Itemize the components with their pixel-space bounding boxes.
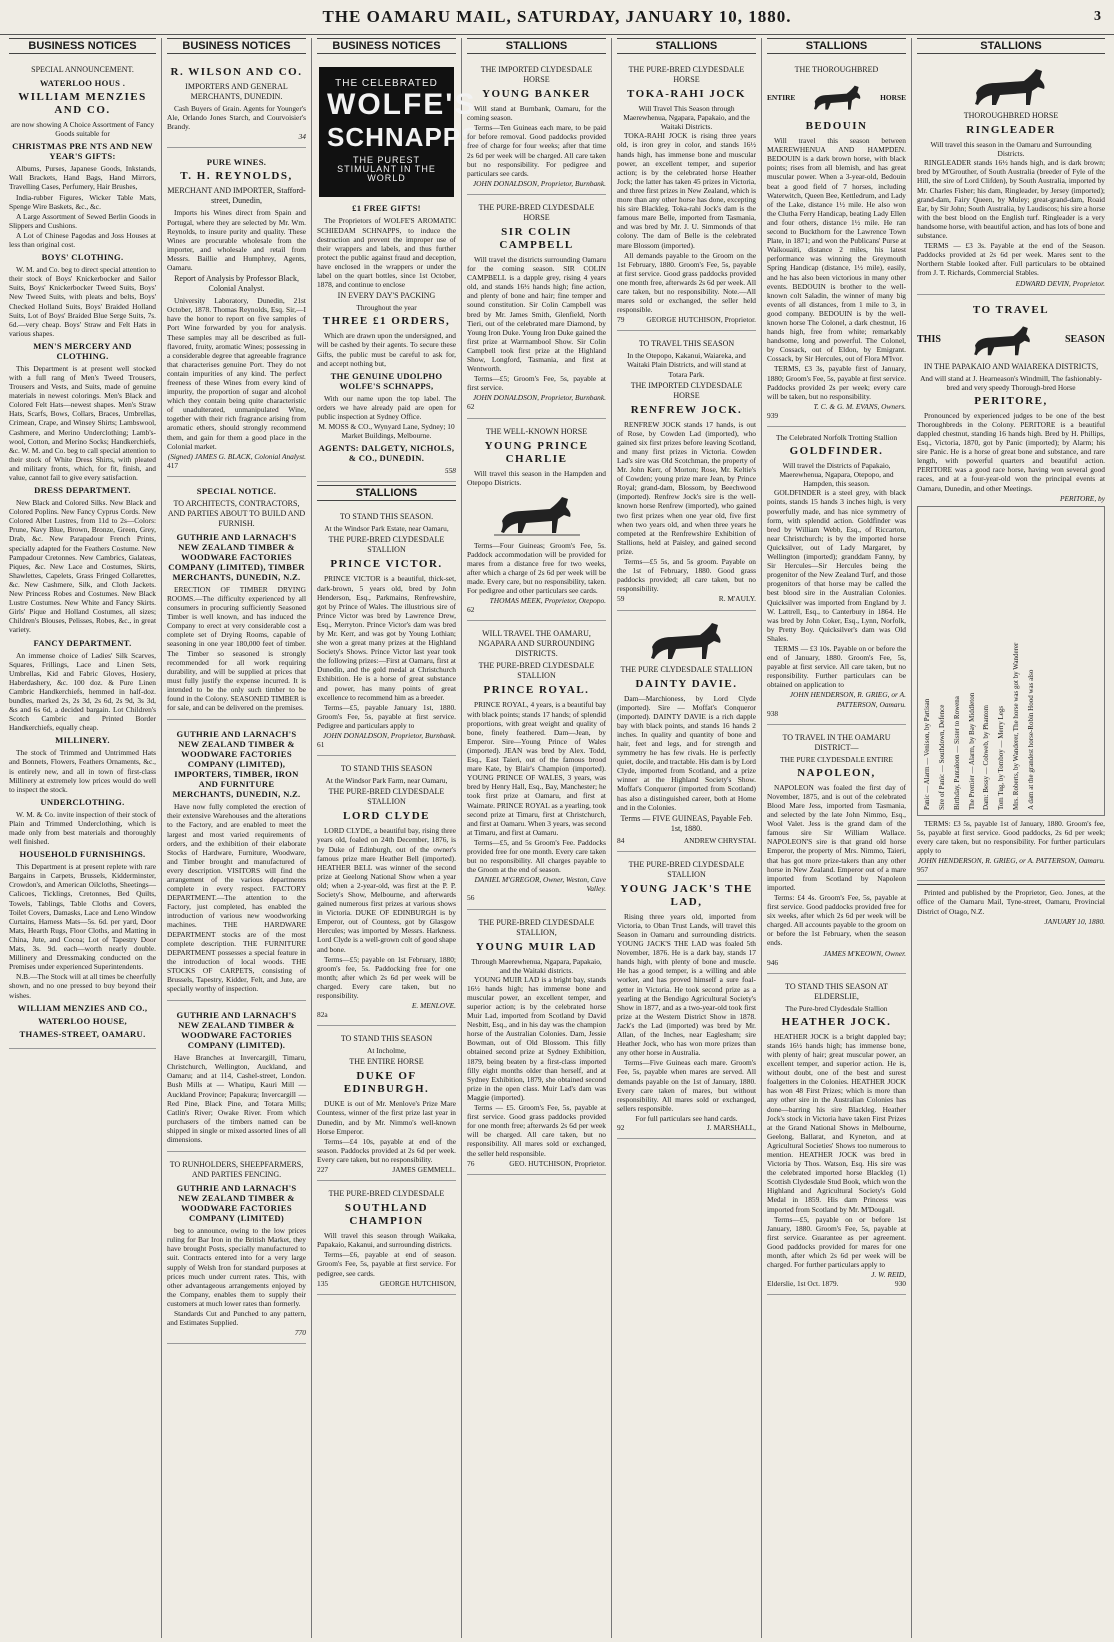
newspaper-columns — [4, 38, 1110, 1638]
pedigree-table: Panic — Alarm — Venison, by Partisan Sire of Panic — Southdown, Defence Birthday, Pantaloon — Sister to Rowena The Premier — Alarm, by Bay Middleton Dam: Bessy — Cobweb, by Phantom Tom Tug, by Tomboy — Merry Legs Mrs. Roberts, by Wanderer, The horse was got by Wanderer A dam at the grandest horse-Robin Hood was also — [917, 506, 1105, 816]
ad-number: 135 — [317, 1278, 329, 1288]
ad-number: 417 — [167, 460, 179, 470]
column-7 — [912, 38, 1110, 1638]
ad-number: 930 — [894, 1279, 906, 1289]
wilson-sub: IMPORTERS AND GENERAL MERCHANTS, DUNEDIN. — [185, 82, 288, 102]
wines-body: Imports his Wines direct from Spain and Portugal, where they are selected by Mr. Wm. Reynolds, to insure purity and quality. These Wines are procurable wholesale from the importer, and wholesale and retail from Messrs. Baillie and Humphrey, Agents, Oamaru. — [167, 208, 306, 273]
column-header: BUSINESS NOTICES — [167, 38, 306, 54]
ringleader-ad: THOROUGHBRED HORSE RINGLEADER Will travel this season in the Oamaru and Surrounding Districts. RINGLEADER stands 16½ hands high, and is dark brown; bred by M'Grouther, of South Australia (breeder of Fyle of the Hill, the sire of Lord Clifden), by South Australia, imported by Mr. Charles Fisher; his dam, Ringleader, by Jersey (imported); grand-dam, Fairy Queen, by Muley; great-grand-dam, Roaid Ear, by Sir John; South Australia, by Laudiscos; his sire a horse with the best blood on the English turf. Ringleader is a very handsome horse, with beautiful action, and has lots of bone and substance. TERMS — £3 3s. Payable at the end of the Season. Paddocks provided at 2s 6d per week. Mares sent to the Northern Stable looked after. Full particulars to be obtained from J. T. Richards, Commercial Stables. EDWARD DEVIN, Proprietor. — [917, 60, 1105, 295]
guthrie-firm: GUTHRIE AND LARNACH'S NEW ZEALAND TIMBER & WOODWARE FACTORIES COMPANY (LIMITED) — [176, 1183, 297, 1224]
boys-body: W. M. and Co. beg to direct special attention to their stock of Boys' Knickerbocker and Sailor Suits, Boys' Knickerbocker Tweed Suits, Boys' New Tweed Suits, with pleats and belts, Boys' Checked Holland Suits, Boys' Braided Holland Suits, Lot of Boys' Braided Blue Serge Suits, 7s. 6d.—very cheap. Boys' Straw and Felt Hats in various shapes. — [9, 265, 156, 338]
special-notice: SPECIAL NOTICE. — [196, 485, 277, 496]
every-day: IN EVERY DAY'S PACKING — [337, 291, 436, 301]
wines-sub: MERCHANT AND IMPORTER, Stafford-street, Dunedin, — [167, 186, 306, 206]
christmas-heading: CHRISTMAS PRE NTS AND NEW YEAR'S GIFTS: — [12, 141, 153, 162]
stallion-name: SOUTHLAND CHAMPION — [344, 1202, 429, 1228]
ad-number: 82a — [317, 1010, 328, 1020]
guthrie-ad-4 — [167, 1155, 306, 1344]
gift-list: Albums, Purses, Japanese Goods, Inkstands, Wall Brackets, Hand Bags, Hand Mirrors, Travelling Cases, Perfumery, Hair Brushes, — [9, 164, 156, 192]
guthrie-body: beg to announce, owing to the low prices ruling for Bar Iron in the British Market, they have brought Posts, specially manufactured to suit. Contracts entered into for a very large supply of Welsh Iron for standard purposes at prices much under current rates. This, with other advantageous arrangements enjoyed by the Company, enables them to supply their customers at much lower rates than formerly. — [167, 1226, 306, 1308]
guthrie-heading: TO RUNHOLDERS, SHEEPFARMERS, AND PARTIES FENCING. — [169, 1160, 304, 1180]
millinery-heading: MILLINERY. — [55, 735, 110, 746]
report-signed: (Signed) JAMES G. BLACK, Colonial Analyst. — [167, 451, 306, 461]
renfrew-ad: TO TRAVEL THIS SEASON In the Otepopo, Kakanui, Waiareka, and Waitaki Plain Districts, and will stand at Totara Park. THE IMPORTED CLYDESDALE HORSE RENFREW JOCK. RENFREW JOCK stands 17 hands, is out of Rose, by Cowden Lad (imported), who gained six first prizes before leaving Scotland, and many first prizes in Victoria. Cowden Lad's sire was Old Scotchman, the property of Mr. John Kerr, of Morton; Rose, Mr. Keltie's of Cowden; young prize mare Jean, by Prince Royal; grand-dam, Blossom, by Beechwood (imported). Renfrew Jock's sire is the well-known horse Renfrew (imported), who gained two first prizes when one year old, five first when two years old, and when three years he competed at the Renfrewshire Exhibition of Stallions, held at Paisley, and gained second prize. Terms—£5 5s, and 5s groom. Payable on the 1st of February, 1880. Good grass paddocks provided; all care taken, but no responsibility. 59 R. M'AULY. — [617, 334, 756, 610]
heather-ad: TO STAND THIS SEASON AT ELDERSLIE, The Pure-bred Clydesdale Stallion HEATHER JOCK. HEATHER JOCK is a bright dappled bay; stands 16½ hands high; has immense bone, with plenty of hair; great muscular power, an excellent temper, and superior action. He is, without doubt, one of the best and surest foalgetters in the Colonies. HEATHER JOCK has won 48 First Prizes; which is more than any other sire in the Australian Colonies has done—barring his sire Blackleg. Heather Jock's stock in Victoria have taken First Prizes at the Grand National Shows in Melbourne, Geelong, Ballarat, and Kyneton, and at Agricultural Societies' Shows too numerous to mention. HEATHER JOCK was bred in Victoria by Thos. Watson, Esq. His sire was the celebrated imported horse Blackleg (1) Scottish Clydesdale Stud Book, which won the Highland and Agricultural Society's Gold Medal in 1859. His dam Princess was imported from Scotland by Mr. M'Dougall. Terms—£5, payable on or before 1st January, 1880. Groom's Fee, 5s, payable at first service. Guarantee as per agreement. Good paddocks provided for mares for one month, after which 2s 6d per week will be charged. For further particulars apply to J. W. REID, Elderslie, 1st Oct. 1879. 930 — [767, 977, 906, 1296]
colin-ad: THE PURE-BRED CLYDESDALE HORSE SIR COLIN CAMPBELL Will travel the districts surrounding Oamaru for the coming season. SIR COLIN CAMPBELL is a dapple grey, rising 4 years old, and stands 16½ hands high; fine action, and plenty of bone and hair; fine temper and sound constitution. Sir Colin Campbell was bred by Mr. James Smith, Glenfield, North Tieri, out of the celebrated mare Diamond, by Young Iron Duke. Young Iron Duke gained the first prize at Warrnambool Show. Sir Colin Campbell took first prize at the Highland Show, Longford, Tasmania, and first at Wentworth. Terms—£5; Groom's Fee, 5s, payable at first service. JOHN DONALDSON, Proprietor, Burnbank. 62 — [467, 198, 606, 419]
ad-number: 558 — [444, 466, 456, 476]
boys-heading: BOYS' CLOTHING. — [41, 252, 124, 263]
stallion-name: PERITORE, — [974, 394, 1048, 407]
guthrie-firm: GUTHRIE AND LARNACH'S NEW ZEALAND TIMBER & WOODWARE FACTORIES COMPANY (LIMITED), TIMBER MERCHANTS, DUNEDIN, N.Z. — [168, 531, 305, 582]
imprint: Printed and published by the Proprietor, Geo. Jones, at the office of the Oamaru Mail, Tyne-street, Oamaru, Provincial District of Otago, N.Z. JANUARY 10, 1880. — [917, 884, 1105, 925]
horse-illustration-icon — [966, 65, 1056, 109]
stallion-name: YOUNG JACK'S THE LAD, — [620, 882, 753, 908]
column-header: STALLIONS — [617, 38, 756, 54]
ad-number: 62 — [467, 402, 475, 412]
wines-heading: PURE WINES. — [206, 157, 267, 168]
stallion-name: DUKE OF EDINBURGH. — [343, 1070, 430, 1096]
menzies-sign-3: THAMES-STREET, OAMARU. — [19, 1028, 146, 1039]
fancy-heading: FANCY DEPARTMENT. — [33, 637, 132, 648]
column-header: BUSINESS NOTICES — [317, 38, 456, 54]
stallion-name: TOKA-RAHI JOCK — [627, 88, 746, 101]
horse-illustration-icon — [963, 320, 1043, 360]
wilson-body: Cash Buyers of Grain. Agents for Younger's Ale, Orlando Jones Starch, and Courvoisier's Brandy. — [167, 104, 306, 132]
dainty-ad: THE PURE CLYDESDALE STALLION DAINTY DAVIE. Dam—Marchioness, by Lord Clyde (imported). Sire — Moffat's Conqueror (imported). DAINTY DAVIE is a rich dapple bay with black points, and stands 16 hands 2 inches. In quality and quantity of bone and hair, feet and legs, and for strength and symmetry he has few rivals. He is perfectly quiet, docile, and tractable. His dam is by Lord Clyde, imported from Scotland, and a prize winner at the Highland Society's Show. Moffat's Conqueror (imported from Scotland) has also a distinguished career, both at Home and in the Colonies. Terms — FIVE GUINEAS, Payable Feb. 1st, 1880. 84 ANDREW CHRYSTAL — [617, 614, 756, 852]
jack-ad: THE PURE-BRED CLYDESDALE STALLION YOUNG JACK'S THE LAD, Rising three years old, imported from Victoria, to Oban Trust Lands, will travel this Season in Oamaru and surrounding districts. YOUNG JACK'S THE LAD was foaled 5th November, 1876. He is a dark bay, stands 17 hands high, with plenty of bone and muscle. He has a good temper, is a willing and able worker, and has proved himself a sure foal-getter in Victoria. He took second prize as a yearling at the Bendigo Agricultural Society's Show in 1877, and as a two-year-old took first prize at the Western District Show in 1878. Jack's the Lad (imported) was bred by Mr. Allan, of the Inches, near Eaglesham; sire Heather Jock, who has won more prizes than any other horse in Australia. Terms—Five Guineas each mare. Groom's Fee, 5s, payable when mares are served. All demands payable on the 1st of January, 1880. Every care taken of mares, but without responsibility. All mares sold or exchanged, sellers responsible. For full particulars see hand cards. 92 J. MARSHALL, — [617, 855, 756, 1139]
menzies-firm: WILLIAM MENZIES AND CO. — [18, 91, 147, 117]
gift-list-2: India-rubber Figures, Wicker Table Mats, Spenge Wire Baskets, &c., &c. — [9, 192, 156, 211]
guthrie-ad-1 — [167, 480, 306, 720]
guthrie-tail: Standards Cut and Punched to any pattern, and Estimates Supplied. — [167, 1308, 306, 1328]
stallion-name: PRINCE VICTOR. — [330, 558, 443, 571]
column-4 — [462, 38, 612, 1638]
goldfinder-ad: The Celebrated Norfolk Trotting Stallion GOLDFINDER. Will travel the Districts of Papakaio, Maerewhenua, Ngapara, Otepopo, and Hampden, this season. GOLDFINDER is a steel grey, with black points, stands 15 hands 3 inches high, is very powerfully made, and has nice symmetry of form, with splendid action. Goldfinder was bred by William Webb, Esq., of Riccarton, near Christchurch; is by the imported horse Quicksilver, out of Lady Margaret, by Wellington (imported); granddam Fanny, by Sir Hercules—Sir Hercules being the progenitor of the New Zealand Turf, and those progenitors of that horse may be called the best blood sire in the Australian Colonies. Quicksilver was imported from England by J. W. Lattrell, Esq., to Canterbury in 1864. He was bred by John Coker, Esq., Lynn, Norfolk, by Pretty Boy. Quicksilver's dam was Old Shales. TERMS — £3 10s. Payable on or before the end of January, 1880. Groom's Fee, 5s, payable at first service. All care taken, but no responsibility. Further particulars can be obtained on application to JOHN HENDERSON, R. GRIEG, or A. PATTERSON, Oamaru. 938 — [767, 430, 906, 725]
wolfe-name-note: With our name upon the top label. The orders we have already paid are open for public inspection at Sydney Office. — [317, 393, 456, 421]
peritore-ad: TO TRAVEL THIS SEASON IN THE PAPAKAIO AND WAIAREKA DISTRICTS, And will stand at J. Hearneason's Windmill, The fashionably-bred and very speedy Thorough-bred Horse PERITORE, Pronounced by experienced judges to be one of the best Thoroughbreds in the Colony. PERITORE is a beautiful dappled chestnut, standing 16 hands high. Bred by H. Phillips, Esq., Victoria, 1870, got by Panic (imported); by Alarm; his sire Panic. He is a horse of great bone and substance, and rare length, with powerful quarters and beautiful action. PERITORE was a good race horse, having won several good races, and at a four-year-old won the principal events at Oamaru, Dunedin, and other Meetings. PERITORE, by Panic — Alarm — Venison, by Partisan Sire of Panic — Southdown, Defence Birthday, Pantaloon — Sister to Rowena The Premier — Alarm, by Bay Middleton Dam: Bessy — Cobweb, by Phantom Tom Tug, by Tomboy — Merry Legs Mrs. Roberts, by Wanderer, The horse was got by Wanderer A dam at the grandest horse-Robin Hood was also TERMS: £3 5s, payable 1st of January, 1880. Groom's fee, 5s, payable at first service. Good paddocks, 2s 6d per week; every care taken, but no responsibility. For further particulars apply to JOHN HENDERSON, R. GRIEG, or A. PATTERSON, Oamaru. 957 — [917, 298, 1105, 882]
horse-illustration-icon — [808, 77, 868, 117]
guthrie-firm: GUTHRIE AND LARNACH'S NEW ZEALAND TIMBER & WOODWARE FACTORIES COMPANY (LIMITED), IMPORTERS, TIMBER, IRON AND FURNITURE MERCHANTS, DUNEDIN, N.Z. — [172, 729, 301, 800]
guthrie-body: ERECTION OF TIMBER DRYING ROOMS.—The difficulty experienced by all consumers in procuring sufficiently Seasoned Timber is well known, and has induced the Company to erect at very considerable cost a complete set of Drying Rooms, capable of seasoning in one year 180,000 feet of timber. The Timber so seasoned is strongly recommended for all work requiring durability, and will be supplied at prices that must fully justify the expense incurred. It is intended to be the only such timber to be found in the Colony. SEASONED TIMBER is for sale, and can be delivered on the premises. — [167, 584, 306, 713]
column-header: STALLIONS — [467, 38, 606, 54]
household-body: This Department is at present replete with rare Bargains in Carpets, Brussels, Kidderminster, Crowdon's, and American Oilcloths, Sheetings—Calicoes, Ticklings, Cretonnes, Bed Quilts, Towels, Tablings, Table Cloths and Covers, Toilet Covers, Damasks, Lace and Leno Window Curtains, Harness Mats—5s. 6d. per yard, Door Mats, Hearth Rugs, Floor Cloths, and Matting in China, Jute, and Cocoa; Lot of Tapestry Door Mats, 3s. 9d. each—worth nearly double. Millinery and Dressmaking conducted on the Premises under experienced Superintendents. — [9, 862, 156, 972]
wolfe-genuine: THE GENUINE UDOLPHO WOLFE'S SCHNAPPS, — [330, 370, 443, 391]
schnapps-logo: THE CELEBRATED WOLFE'S SCHNAPPS THE PUREST STIMULANT IN THE WORLD — [319, 67, 454, 197]
millinery-body: The stock of Trimmed and Untrimmed Hats and Bonnets, Flowers, Feathers Ornaments, &c., is entirely new, and all in town of first-class Millinery at extremely low prices would do well to inspect the stock. — [9, 748, 156, 794]
wines-name: T. H. REYNOLDS, — [180, 170, 293, 183]
wilson-name: R. WILSON AND CO. — [170, 66, 303, 79]
ad-number: 227 — [317, 1165, 329, 1175]
household-heading: HOUSEHOLD FURNISHINGS. — [19, 849, 146, 860]
column-6 — [762, 38, 912, 1638]
toka-ad: THE PURE-BRED CLYDESDALE HORSE TOKA-RAHI JOCK Will Travel This Season through Maerewhenua, Ngapara, Papakaio, and the Waitaki Districts. TOKA-RAHI JOCK is rising three years old, is iron grey in color, and stands 16½ hands high, has immense bone and muscular power, an excellent temper, and superior action; is by the celebrated horse Heather Jock; the latter has taken 45 prizes in Victoria, and three first prizes in New Zealand, which is more than any other horse has done, excepting his sire Blackleg. Toka-rahi Jock's dam is the famous mare Belle, imported from Tasmania, and was bred by Mr. J. U. Simmonds of that colony. The dam of Belle is the celebrated mare Blossom (imported). All demands payable to the Groom on the 1st February, 1880. Groom's Fee, 5s, payable at first service. Good grass paddocks provided one month free, afterwards 2s 6d per week. All care taken, but no responsibility. Note.—All mares sold or exchanged, the seller held responsible. 79 GEORGE HUTCHISON, Proprietor. — [617, 60, 756, 331]
wolfe-agents: AGENTS: DALGETY, NICHOLS, & CO., DUNEDIN. — [318, 443, 455, 464]
bedouin-ad: THE THOROUGHBRED ENTIRE HORSE BEDOUIN Will travel this season between MAEREWHENUA AND HAMPDEN. BEDOUIN is a dark brown horse, with black points; rises from all blemish, and has great muscular power. When a 3-year-old, Bedouin beat a good field of 7 horses, including Waterwitch, Queen Bee, Kettledrum, and Lady of the Lake, distance 1½ mile. He also won the Clutha Ferry Handicap, beating Lady Ellen and four others, distance 1½ mile. He ran second to Buckthorn for the Lawrence Town Plate, in 1871; and won the Publicans' Purse at Waikouaiti, distance 2 miles, his latest performance was winning the Greymouth Spring Handicap (distance, 1½ mile), easily, and he has also been victorious in many other events. BEDOUIN is brother to the well-known colt Saladin, the winner of many big events of all distances, from 1 mile to 3, in good company. BEDOUIN is by the well-known horse The Colonel, a dark chestnut, 16 hands high, free from white; remarkably handsome, long and powerful. The Colonel, by Cossack, out of Eldon, by Emigrant. Cossack, by Sir Hercules, out of Flora M'Ivor. TERMS, £3 3s, payable first of January, 1880; Groom's Fee, 5s, payable at first service. Paddocks provided 2s per week; every care will be taken, but no responsibility. T. C. & G. M. EVANS, Owners. 939 — [767, 60, 906, 427]
stallion-name: NAPOLEON, — [797, 766, 876, 779]
ad-number: 79 — [617, 315, 625, 325]
ad-number: 957 — [917, 865, 929, 875]
ad-number: 62 — [467, 605, 475, 615]
lord-clyde-ad: TO STAND THIS SEASON At the Windsor Park Farm, near Oamaru, THE PURE-BRED CLYDESDALE STALLION LORD CLYDE LORD CLYDE, a beautiful bay, rising three years old, foaled on 24th December, 1876, is by Duke of Edinburgh, out of the owner's famous prize mare Heather Bell (imported). HEATHER BELL was winner of the second prize at Geelong National Show when a year old; when a 2-year-old, was first at the P. P. Society's Show, Melbourne, and afterwards gained numerous first prizes at various shows in Victoria. DUKE OF EDINBURGH is by Emperor, out of Countess, got by Glasgow Hercules; was imported by Messrs. Harkness. Lord Clyde is a well-grown colt of good shape and bone. Terms—£5; payable on 1st February, 1880; groom's fee, 5s. Paddocking free for one month; after which 2s 6d per week will be charged. Every care taken, but no responsibility. E. MENLOVE. 82a — [317, 759, 456, 1026]
stallion-name: YOUNG MUIR LAD — [475, 940, 598, 953]
menzies-ad — [9, 60, 156, 1049]
horse-illustration-icon — [492, 489, 582, 539]
guthrie-ad-2 — [167, 723, 306, 1001]
stallions-header: STALLIONS — [317, 485, 456, 501]
stallion-name: RENFREW JOCK. — [630, 403, 743, 416]
guthrie-ad-3 — [167, 1004, 306, 1152]
wines-ad — [167, 151, 306, 476]
masthead-title: THE OAMARU MAIL, SATURDAY, JANUARY 10, 1880. — [322, 7, 792, 26]
underclothing-heading: UNDERCLOTHING. — [40, 796, 125, 807]
ad-number: 939 — [767, 410, 779, 420]
guthrie-firm: GUTHRIE AND LARNACH'S NEW ZEALAND TIMBER & WOODWARE FACTORIES COMPANY (LIMITED). — [176, 1010, 297, 1051]
stallion-name: HEATHER JOCK. — [781, 1015, 892, 1028]
guthrie-body: Have Branches at Invercargill, Timaru, Christchurch, Wellington, Auckland, and Oamaru; and at 114, Cashel-street, London. Bush Mills at — Whatipu, Kauri Mill — Auckland Province; Papakura; Invercargill — Red Pine, Black Pine, and Totara Mills; Catlin's River; Owake River. From which purchasers of the timbers named can be shipped in single or mixed assorted lines of all dimensions. — [167, 1053, 306, 1145]
stallion-name: YOUNG BANKER — [482, 88, 591, 101]
southland-ad: THE PURE-BRED CLYDESDALE SOUTHLAND CHAMPION Will travel this season through Waikaka, Papakaio, Kakanui, and surrounding districts. Terms—£6, payable at end of season. Groom's Fee, 5s, payable at first service. For pedigree, see cards. 135 GEORGE HUTCHISON, — [317, 1184, 456, 1295]
page-number: 3 — [1094, 9, 1102, 24]
horse-illustration-icon — [642, 619, 732, 663]
wolfe-which: Which are drawn upon the undersigned, and will be cashed by their agents. To secure these Gifts, the public must be careful to ask for, and accept nothing but, — [317, 331, 456, 368]
stallion-name: SIR COLIN CAMPBELL — [499, 225, 574, 251]
column-5 — [612, 38, 762, 1638]
ad-number: 76 — [467, 1158, 475, 1168]
nb-note: N.B.—The Stock will at all times be cheerfully shown, and no one pressed to buy beyond their wishes. — [9, 972, 156, 1000]
ad-number: 34 — [298, 132, 306, 142]
mens-body: This Department is at present well stocked with a full rang of Men's Tweed Trousers, Trousers and Vests, and Suits, made of genuine materials in newest colorings. Men's Black and Colored Felt Hats—newest shapes. Men's Straw Hats, Scarfs, Bows, Collars, Braces, Umbrellas, Crimean, Crape, and Winsey Shirts; Lambswool, Cashmere, and Merino Underclothing; Lamb's-wool, Cotton, and Merino Socks; Handkerchiefs, &c. W. M. and Co. beg to call special attention to their stock of White Dress Shirts, with pleated and military fronts, which, for fit, finish, and value, cannot fail to give every satisfaction. — [9, 363, 156, 482]
duke-ad: TO STAND THIS SEASON At Incholme, THE ENTIRE HORSE DUKE OF EDINBURGH. DUKE is out of Mr. Menlove's Prize Mare Countess, winner of the first prize last year in Dunedin, and by Mr. Nimmo's well-known Horse Emperor. Terms—£4 10s, payable at end of the season. Paddocks provided at 2s 6d per week. Every care taken, but no responsibility. 227 JAMES GEMMELL. — [317, 1029, 456, 1181]
menzies-intro: are now showing A Choice Assortment of Fancy Goods suitable for — [10, 120, 155, 139]
guthrie-heading: TO ARCHITECTS, CONTRACTORS, AND PARTIES ABOUT TO BUILD AND FURNISH. — [167, 498, 306, 528]
guthrie-body: Have now fully completed the erection of their extensive Warehouses and the alterations to the Factory, and are enabled to meet the largest and most varied requirements of orders, and the exhibition of their elaborate Stocks of Hardware, Furniture, Woodware, and Timber brought and manufactured of every description. VISITORS will find the arrangement of the various departments complete in every respect. FACTORY DEPARTMENT.—The attention to the Factory, just completed, has enabled the introduction of various new woodworking machines. THE HARDWARE DEPARTMENT stocks are of the most complete description. THE FURNITURE DEPARTMENT possesses a special feature in the introduction of local woods. THE STOCKS OF CARPETS, consisting of Brussels, Tapestry, Kidder, Felt, and Jute, are specially worthy of inspection. — [167, 802, 306, 994]
wolfe-moss: M. MOSS & CO., Wynyard Lane, Sydney; 10 Market Buildings, Melbourne. — [318, 421, 455, 441]
column-header: STALLIONS — [917, 38, 1105, 54]
prince-royal-ad: WILL TRAVEL THE OAMARU, NGAPARA AND SURROUNDING DISTRICTS. THE PURE-BRED CLYDESDALE STALLION PRINCE ROYAL. PRINCE ROYAL, 4 years, is a beautiful bay with black points; stands 17 hands; of splendid proportions, with great weight and quality of bone, finely feathered. Dam—Jean, by Emperor. Sire—Young Prince of Wales (imported). JEAN was bred by Alex. Todd, Esq., East Taieri, out of the famous brood mare Kate, by Blair's Champion (imported). YOUNG PRINCE OF WALES, 3 years, was bred by Henry Hall, Esq., Bay, Manchester; he took first prize at Oamaru, and first at Waimate. PRINCE ROYAL as a yearling, took second prize at Timaru, first at Christchurch, and first at Oamaru. When 3 years, was second at Timaru, and first at Oamaru. Terms—£5, and 5s Groom's Fee. Paddocks provided free for one month. Every care taken but no responsibility. All charges payable to the Groom at the end of season. DANIEL M'GREGOR, Owner, Weston, Cave Valley. 56 — [467, 624, 606, 909]
ad-number: 59 — [617, 594, 625, 604]
stallion-name: YOUNG PRINCE CHARLIE — [484, 439, 589, 465]
column-2 — [162, 38, 312, 1638]
underclothing-body: W. M. & Co. invite inspection of their stock of Plain and Trimmed Underclothing, which is made only from best materials and thoroughly well finished. — [9, 809, 156, 847]
napoleon-ad: TO TRAVEL IN THE OAMARU DISTRICT— THE PURE CLYDESDALE ENTIRE NAPOLEON, NAPOLEON was foaled the first day of November, 1875, and is out of the celebrated Blood Mare Jess, imported from Tasmania, and selected by the late John Nimmo, Esq., Wool Valet. Jess is the grand dam of the famous sire Sir William Wallace. NAPOLEON'S sire is that grand old horse Emperor, the property of Mrs. Nimmo, Taieri, that has got more prize-takers than any other horse in New Zealand. Emperor out of a mare imported from Scotland by Napoleon imported. Terms: £4 4s. Groom's Fee, 5s, payable at first service. Good paddocks provided free for six weeks, after which 2s 6d per week will be charged. All accounts payable to the groom on or before the 1st February, when the season ends. JAMES M'KEOWN, Owner. 946 — [767, 728, 906, 974]
column-header: STALLIONS — [767, 38, 906, 54]
ad-number: 946 — [767, 957, 779, 967]
prince-victor-ad: TO STAND THIS SEASON. At the Windsor Park Estate, near Oamaru, THE PURE-BRED CLYDESDALE STALLION PRINCE VICTOR. PRINCE VICTOR is a beautiful, thick-set, dark-brown, 5 years old, bred by John Henderson, Esq., Parkmains, Renfrewshire, got by Prince of Wales. The illustrious sire of Prince Victor was bred by Lawrence Drew, Esq., Merryton. Prince Victor's dam was bred by Mr. Kerr, and was got by Young Lothian; she won a great many prizes at the Highland Society's Shows. Prince Victor last year took the following prizes:—First at Oamaru, first at Dunedin, and the gold medal at Christchurch Exhibition. He is a horse of great substance and power, has many points of great excellence to recommend him as a breeder. Terms—£5, payable January 1st, 1880. Groom's Fee, 5s, payable at first service. Pedigree and particulars apply to JOHN DONALDSON, Proprietor, Burnbank. 61 — [317, 507, 456, 756]
stallion-name: LORD CLYDE — [342, 810, 431, 823]
berlin-goods: A Large Assortment of Sewed Berlin Goods in Slippers and Cushions. — [9, 211, 156, 230]
ad-number: 92 — [617, 1122, 625, 1132]
wolfe-body: The Proprietors of WOLFE'S AROMATIC SCHIEDAM SCHNAPPS, to induce the destruction and prevent the improper use of their wrappers and labels, and thus further protect the public against fraud and deception, have enclosed in the wrappers or under the label on the quart bottles, since 1st October, 1878, and continue to enclose — [317, 216, 456, 290]
waterloo-heading: WATERLOO HOUS . — [39, 78, 126, 89]
stallion-name: RINGLEADER — [966, 124, 1056, 137]
muir-ad: THE PURE-BRED CLYDESDALE STALLION, YOUNG MUIR LAD Through Maerewhenua, Ngapara, Papakaio, and the Waitaki districts. YOUNG MUIR LAD is a bright bay, stands 16½ hands high; has immense bone and muscular power, an excellent temper, and superior action; is by the celebrated horse Muir Lad, imported from Scotland by David Nesbitt, Esq., and in his day was the champion horse of the Australian Colonies. Dam, Jessie Bowman, out of Old Blossom. This filly obtained second prize at Sydney Exhibition, 1879, being beaten by a first-class imported filly eight months older than herself, and at Sydney Exhibition, 1879, she obtained second prize in the open class. Muir Lad's dam was Maggie (imported). Terms — £5. Groom's Fee, 5s, payable at first service. Good grass paddocks provided for one month free; afterwards 2s 6d per week will be charged. All care taken, but no responsibility. All mares sold or exchanged, the seller held responsible. 76 GEO. HUTCHISON, Proprietor. — [467, 913, 606, 1175]
dress-body: New Black and Colored Silks. New Black and Colored Poplins. New Fancy Cyprus Cords. New Colored Albet Lustres, from 11d to 2s—Colors: Prune, Navy Blue, Brown, Bronze, Green, Grey, Drab, &c. New Parapadour French Prints, specially adapted for the Feathers Costume. New Pampadour Cretonnes. New Cambrics, Galateas, Piques, &c. New Lace and Costumes, Skirts, Shawlettes, Capelets, Grass Fringed Collarettes, &c. New Cashmere, Silk, and Cloth Jackets. New Princess Robes and Costumes. New Black Lustre Costumes. New White and Fancy Skirts. Girls' Pique and Holland Costumes, all sizes; Children's Blouses, Pelisses, Robes, &c., in great variety. — [9, 498, 156, 635]
column-header: BUSINESS NOTICES — [9, 38, 156, 54]
menzies-sign-2: WATERLOO HOUSE, — [38, 1015, 127, 1026]
report-body: University Laboratory, Dunedin, 21st October, 1878. Thomas Reynolds, Esq. Sir,—I have the honor to report on five samples of Port Wine forwarded by you for analysis. These samples may all be described as full-flavored, fruity, aromatic Wines; possessing in a considerable degree that agreeable fragrance that characterises genuine Port. They do not contain impurities of any kind. The perfect freeness of these Wines from every kind of impurity, the proportion of sugar and alcohol which they contain being quite characteristic of unadulterated, unmanipulated Wine, together with their rich fragrance arising from aromatic ethers, should strongly recommend them, and gain for them a good place in the Colonial market. — [167, 296, 306, 451]
report-heading: Report of Analysis by Professor Black, Colonial Analyst. — [174, 274, 299, 294]
stallion-name: PRINCE ROYAL. — [483, 684, 590, 697]
ad-number: 770 — [294, 1328, 306, 1338]
ad-number: 61 — [317, 740, 325, 750]
ad-number: 56 — [467, 893, 475, 903]
ad-number: 84 — [617, 835, 625, 845]
special-announcement: SPECIAL ANNOUNCEMENT. — [31, 65, 134, 75]
orders: THREE £1 ORDERS, — [322, 315, 451, 328]
free-gifts: £1 FREE GIFTS! — [352, 203, 421, 214]
masthead — [0, 0, 1114, 35]
fancy-body: An immense choice of Ladies' Silk Scarves, Squares, Frillings, Lace and Linen Sets, Umbrellas, Kid and Fabric Gloves, Hosiery, Haberdashery, &c. 100 doz. & Pure Linen Cambric Handkerchiefs, hemmed in half-doz. bundles, marked 2s, 2s 3d, 2s 6d, 2s 9d, 3s 3d, &s and 6s 6d, a decided bargain. Lot Children's Scotch Cambric and Printed Border Handkerchiefs, equally cheap. — [9, 650, 156, 733]
stallion-name: GOLDFINDER. — [789, 445, 884, 458]
stallion-name: BEDOUIN — [805, 120, 868, 133]
column-1 — [4, 38, 162, 1638]
pagodas: A Lot of Chinese Pagodas and Joss Houses at less than original cost. — [9, 230, 156, 250]
dress-heading: DRESS DEPARTMENT. — [34, 485, 131, 496]
menzies-sign-1: WILLIAM MENZIES AND CO., — [17, 1002, 148, 1013]
ad-number: 938 — [767, 708, 779, 718]
banker-ad: THE IMPORTED CLYDESDALE HORSE YOUNG BANKER Will stand at Burnbank, Oamaru, for the coming season. Terms—Ten Guineas each mare, to be paid for before removal. Good paddocks provided free of charge for four weeks; after that time 2s 6d per week will be charged. All care taken but no responsibility. For pedigree and particulars see cards. JOHN DONALDSON, Proprietor, Burnbank. — [467, 60, 606, 195]
charlie-ad: THE WELL-KNOWN HORSE YOUNG PRINCE CHARLIE Will travel this season in the Hampden and Otepopo Districts. Terms—Four Guineas; Groom's Fee, 5s. Paddock accommodation will be provided for mares from a distance free for two weeks, after which a charge of 2s 6d per week will be made. Every care, but no responsibility, taken. For pedigree and other particulars see cards. THOMAS MEEK, Proprietor, Otepopo. 62 — [467, 422, 606, 622]
mens-heading: MEN'S MERCERY AND CLOTHING. — [33, 340, 132, 361]
wilson-ad — [167, 60, 306, 148]
throughout: Throughout the year — [356, 303, 417, 313]
stallion-name: DAINTY DAVIE. — [635, 677, 738, 690]
